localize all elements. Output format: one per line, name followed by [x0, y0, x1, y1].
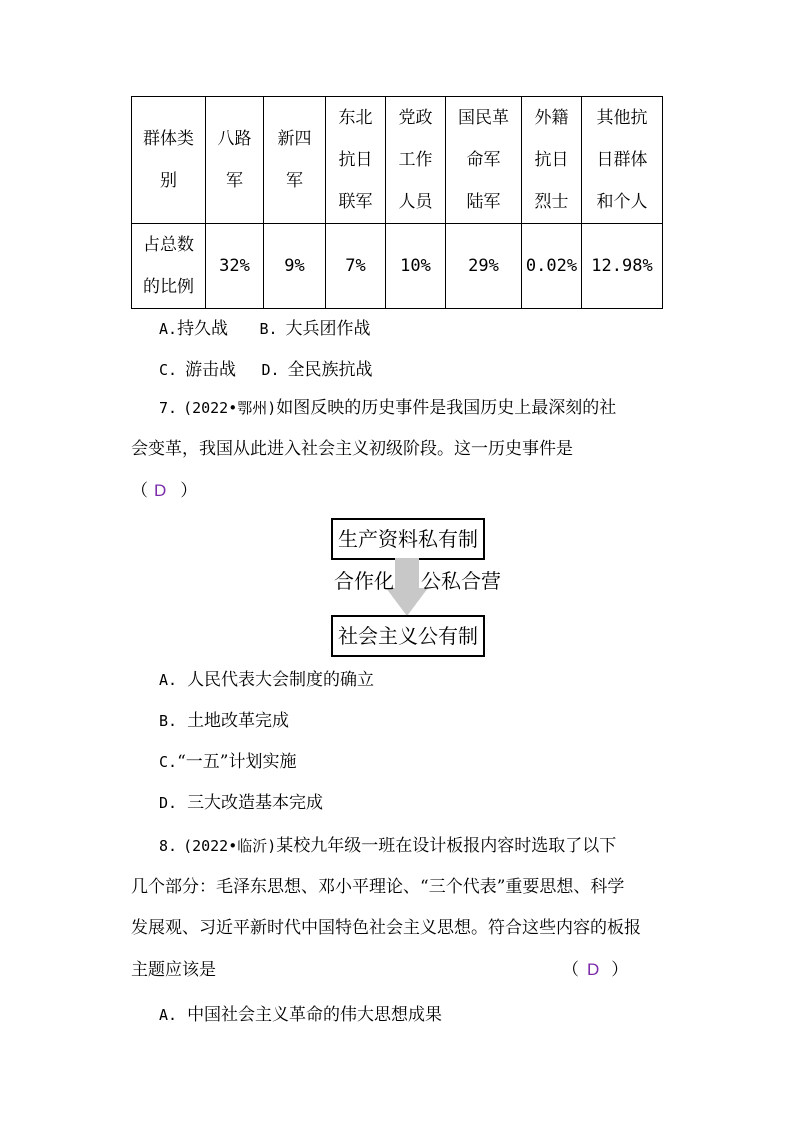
value-cell: 9% — [264, 224, 326, 309]
q8-stem-line-1: 某校九年级一班在设计板报内容时选取了以下 — [276, 836, 617, 856]
q6-option-row-1 — [159, 314, 371, 339]
diagram-top-box: 生产资料私有制 — [331, 518, 485, 560]
option-b-label: B. — [259, 320, 278, 338]
question-8 — [131, 826, 679, 991]
q8-source: (2022•临沂) — [183, 837, 277, 855]
q6-option-row-2 — [159, 355, 373, 380]
diagram-left-label: 合作化 — [334, 569, 394, 593]
table-header-row — [132, 97, 663, 224]
option-a-label: A. — [159, 320, 178, 338]
row-label-cell: 占总数 的比例 — [132, 224, 206, 309]
header-cell: 东北 抗日 联军 — [326, 97, 386, 224]
option-a-text: 持久战 — [177, 319, 229, 339]
q7-option-b: B. 土地改革完成 — [159, 711, 290, 731]
q7-stem-line-1: 如图反映的历史事件是我国历史上最深刻的社 — [276, 398, 617, 418]
header-cell: 其他抗 日群体 和个人 — [582, 97, 663, 224]
q7-option-d: D. 三大改造基本完成 — [159, 793, 324, 813]
q8-stem-line-4: 主题应该是 — [131, 960, 216, 980]
diagram-right-label: 公私合营 — [421, 569, 501, 593]
option-b-text: 大兵团作战 — [285, 319, 371, 339]
q7-options — [159, 660, 707, 824]
q7-number: 7. — [159, 399, 178, 417]
header-cell: 党政 工作 人员 — [386, 97, 446, 224]
option-d-text: 全民族抗战 — [287, 360, 373, 380]
value-cell: 29% — [446, 224, 522, 309]
q8-stem-line-3: 发展观、习近平新时代中国特色社会主义思想。符合这些内容的板报 — [131, 918, 641, 938]
q8-stem-line-2: 几个部分：毛泽东思想、邓小平理论、“三个代表”重要思想、科学 — [131, 877, 625, 897]
q8-line-4: 主题应该是 （ D ） — [131, 960, 629, 980]
q7-option-c: C.“一五”计划实施 — [159, 752, 297, 772]
q7-stem-line-2: 会变革，我国从此进入社会主义初级阶段。这一历史事件是 — [131, 439, 573, 459]
value-cell: 0.02% — [522, 224, 582, 309]
q8-number: 8. — [159, 837, 178, 855]
q7-line-1 — [131, 388, 679, 429]
q7-source: (2022•鄂州) — [183, 399, 277, 417]
q7-option-a: A. 人民代表大会制度的确立 — [159, 670, 375, 690]
option-c-text: 游击战 — [185, 360, 237, 380]
value-cell: 12.98% — [582, 224, 663, 309]
value-cell: 7% — [326, 224, 386, 309]
header-cell: 新四 军 — [264, 97, 326, 224]
option-c-label: C. — [159, 361, 178, 379]
header-cell: 八路 军 — [206, 97, 264, 224]
value-cell: 32% — [206, 224, 264, 309]
header-cell: 国民革 命军 陆军 — [446, 97, 522, 224]
casualty-proportion-table — [131, 96, 663, 309]
q7-answer-line: （ D ） — [131, 481, 198, 501]
value-cell: 10% — [386, 224, 446, 309]
q8-line-1 — [131, 826, 679, 867]
question-7 — [131, 388, 679, 512]
q7-answer: D — [154, 481, 167, 500]
q8-answer: D — [587, 960, 600, 979]
diagram-bottom-box: 社会主义公有制 — [331, 615, 485, 657]
q8-option-a: A. 中国社会主义革命的伟大思想成果 — [159, 1005, 443, 1025]
option-d-label: D. — [261, 361, 280, 379]
header-cell: 外籍 抗日 烈士 — [522, 97, 582, 224]
header-cell: 群体类 别 — [132, 97, 206, 224]
table-value-row — [132, 224, 663, 309]
